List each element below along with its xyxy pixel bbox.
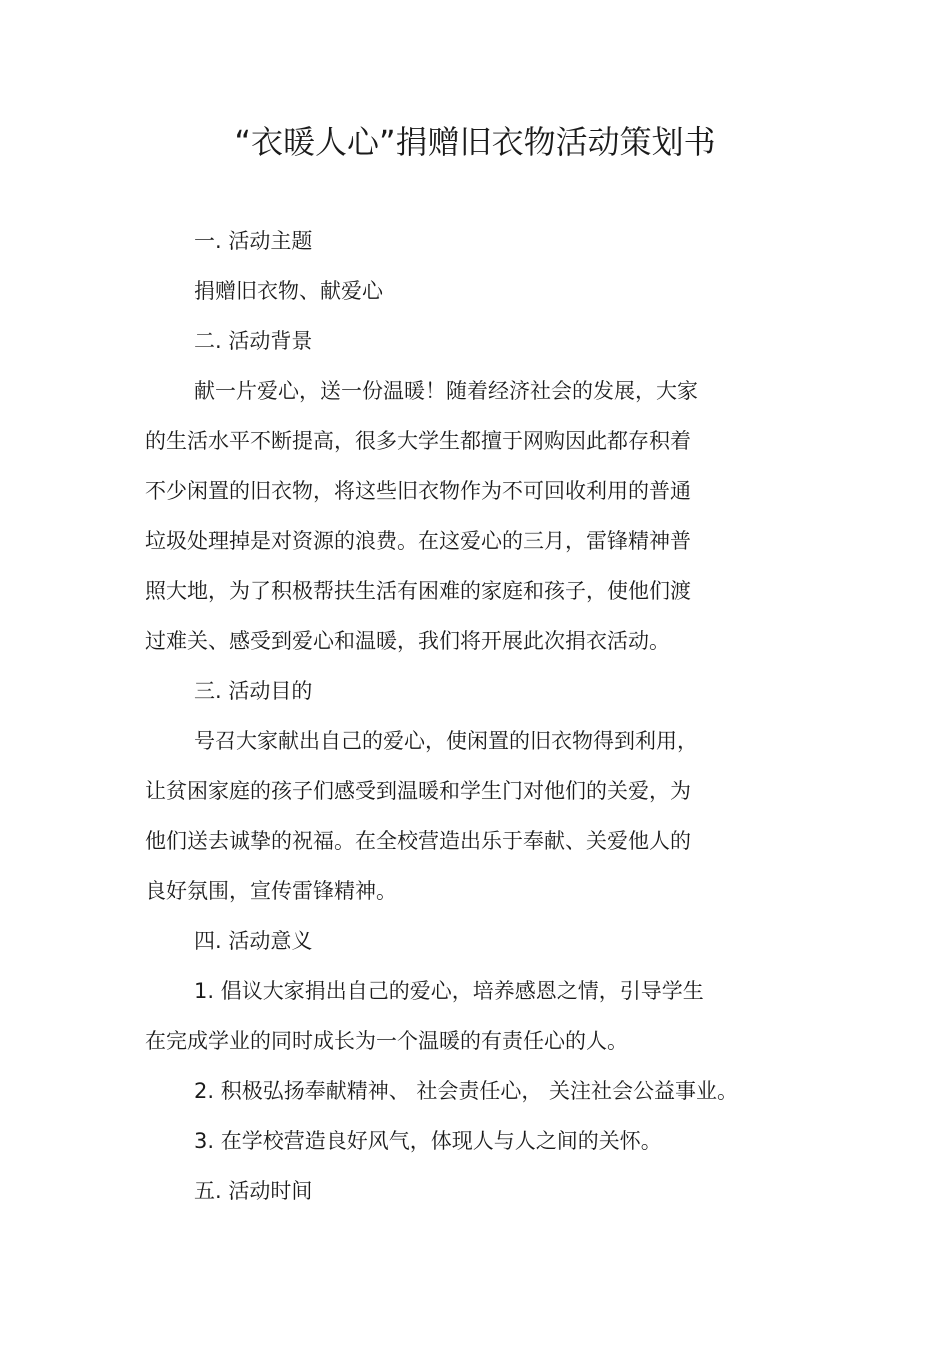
section-heading-significance: 四. 活动意义: [194, 929, 313, 953]
paragraph-line: 良好氛围，宣传雷锋精神。: [145, 879, 397, 903]
section-heading-theme: 一. 活动主题: [194, 229, 313, 253]
paragraph-line: 照大地，为了积极帮扶生活有困难的家庭和孩子，使他们渡: [145, 579, 691, 603]
list-item: 3. 在学校营造良好风气，体现人与人之间的关怀。: [194, 1129, 662, 1153]
paragraph-line: 让贫困家庭的孩子们感受到温暖和学生门对他们的关爱，为: [145, 779, 691, 803]
paragraph-line: 在完成学业的同时成长为一个温暖的有责任心的人。: [145, 1029, 628, 1053]
document-title: “衣暖人心”捐赠旧衣物活动策划书: [234, 123, 716, 161]
section-heading-purpose: 三. 活动目的: [194, 679, 313, 703]
paragraph-line: 的生活水平不断提高，很多大学生都擅于网购因此都存积着: [145, 429, 691, 453]
paragraph-line: 号召大家献出自己的爱心，使闲置的旧衣物得到利用，: [194, 729, 698, 753]
paragraph-line: 垃圾处理掉是对资源的浪费。在这爱心的三月，雷锋精神普: [145, 529, 691, 553]
list-item: 2. 积极弘扬奉献精神、 社会责任心， 关注社会公益事业。: [194, 1079, 739, 1103]
paragraph-line: 捐赠旧衣物、献爱心: [194, 279, 383, 303]
paragraph-line: 献一片爱心，送一份温暖！随着经济社会的发展，大家: [194, 379, 698, 403]
list-item: 1. 倡议大家捐出自己的爱心，培养感恩之情，引导学生: [194, 979, 704, 1003]
paragraph-line: 他们送去诚挚的祝福。在全校营造出乐于奉献、关爱他人的: [145, 829, 691, 853]
section-heading-background: 二. 活动背景: [194, 329, 313, 353]
paragraph-line: 不少闲置的旧衣物，将这些旧衣物作为不可回收利用的普通: [145, 479, 691, 503]
section-heading-time: 五. 活动时间: [194, 1179, 313, 1203]
paragraph-line: 过难关、感受到爱心和温暖，我们将开展此次捐衣活动。: [145, 629, 670, 653]
